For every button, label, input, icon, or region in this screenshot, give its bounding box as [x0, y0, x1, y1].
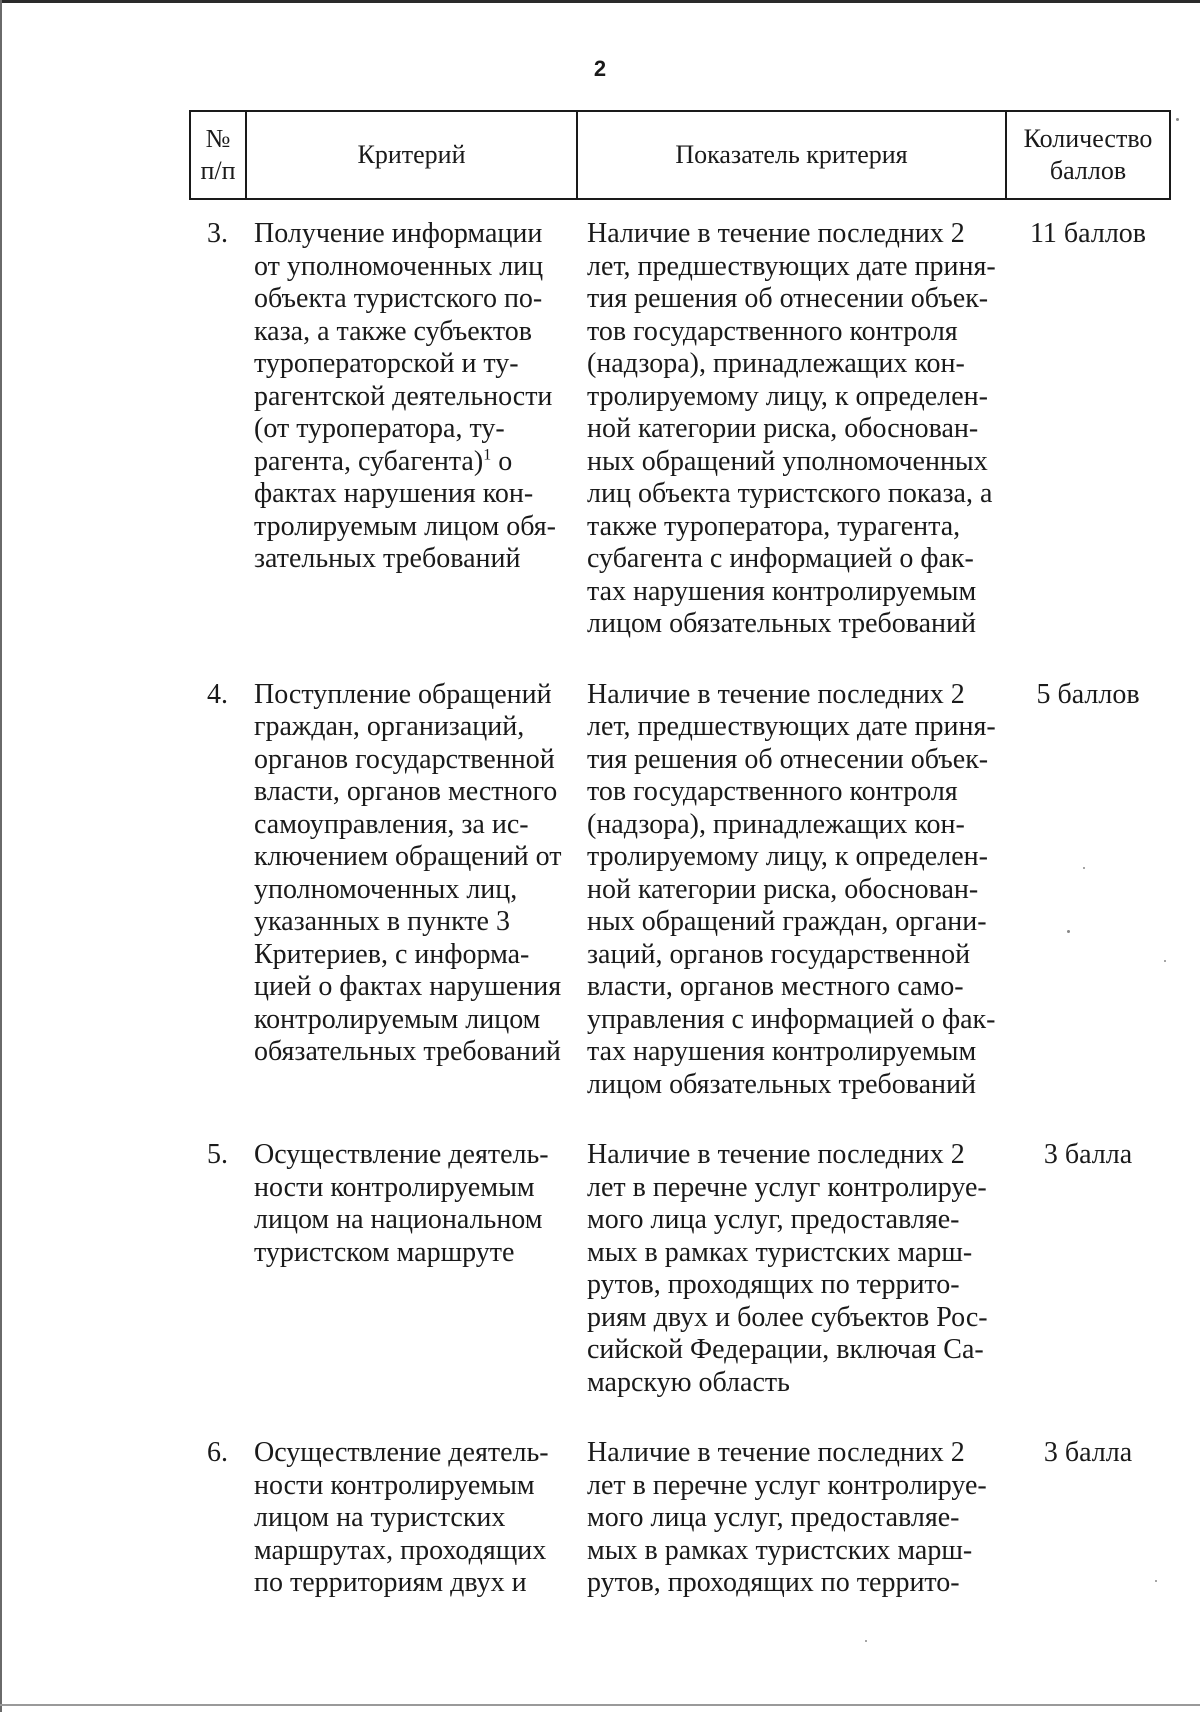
- indicator-line: также туроператора, турагента,: [587, 510, 961, 542]
- criterion-line: (от туроператора, ту-: [254, 413, 505, 444]
- indicator-cell: [577, 1437, 1006, 1638]
- criterion-line: указанных в пункте 3: [254, 906, 510, 937]
- criterion-line: ности контролируемым: [254, 1469, 535, 1501]
- indicator-line: власти, органов местного само-: [587, 971, 964, 1002]
- indicator-line: ной категории риска, обоснован-: [587, 873, 979, 905]
- scan-edge-bottom: [0, 1704, 1200, 1706]
- criterion-fn-after: о: [491, 445, 513, 477]
- criterion-line: власти, органов местного: [254, 776, 558, 807]
- header-number: [190, 111, 246, 199]
- table-row: [190, 199, 1170, 679]
- criterion-line: каза, а также субъектов: [254, 315, 533, 347]
- header-indicator: Показатель критерия: [577, 111, 1006, 199]
- indicator-line: тролируемому лицу, к определен-: [587, 841, 988, 872]
- criterion-line: Поступление обращений: [254, 678, 552, 710]
- indicator-line: тов государственного контроля: [587, 776, 958, 807]
- indicator-line: марскую область: [587, 1366, 790, 1398]
- header-points: [1006, 111, 1170, 199]
- criterion-line: граждан, организаций,: [254, 711, 525, 742]
- header-points-line: Количество: [1023, 124, 1153, 153]
- table-header: [190, 111, 1170, 199]
- points-cell: 5 баллов: [1036, 678, 1140, 710]
- indicator-line: Наличие в течение последних 2: [587, 1139, 965, 1170]
- criterion-line: лицом на национальном: [254, 1204, 543, 1235]
- indicator-line: (надзора), принадлежащих кон-: [587, 808, 965, 840]
- criterion-cell: [246, 679, 577, 1140]
- indicator-line: ных обращений граждан, органи-: [587, 906, 987, 937]
- criterion-line: цией о фактах нарушения: [254, 971, 562, 1002]
- criterion-line: по территориям двух и: [254, 1567, 527, 1598]
- scan-speck: [1067, 930, 1070, 933]
- row-number: 5.: [207, 1139, 228, 1170]
- indicator-line: риям двух и более субъектов Рос-: [587, 1301, 988, 1333]
- scan-speck: [865, 1640, 867, 1642]
- indicator-line: тия решения об отнесении объек-: [587, 283, 989, 314]
- criterion-line: Осуществление деятель-: [254, 1437, 549, 1468]
- scan-edge-top: [0, 0, 1200, 3]
- table-row: [190, 1437, 1170, 1638]
- indicator-cell: [577, 1139, 1006, 1437]
- indicator-line: тах нарушения контролируемым: [587, 575, 977, 607]
- indicator-line: ных обращений уполномоченных: [587, 445, 988, 477]
- scan-speck: [1176, 118, 1179, 121]
- points-cell: 3 балла: [1043, 1437, 1133, 1468]
- footnote-mark: 1: [483, 446, 492, 464]
- indicator-line: субагента с информацией о фак-: [587, 543, 974, 574]
- indicator-line: заций, органов государственной: [587, 938, 971, 970]
- criteria-table: [189, 110, 1171, 1638]
- indicator-line: Наличие в течение последних 2: [587, 678, 965, 710]
- criterion-line: Осуществление деятель-: [254, 1139, 549, 1170]
- row-number: 4.: [207, 678, 228, 710]
- indicator-cell: [577, 199, 1006, 679]
- criterion-line: обязательных требований: [254, 1036, 561, 1067]
- criterion-fn-before: рагента, субагента): [254, 445, 484, 477]
- indicator-line: лет, предшествующих дате приня-: [587, 711, 996, 742]
- indicator-line: тия решения об отнесении объек-: [587, 743, 989, 775]
- header-number-line: №: [205, 124, 231, 153]
- indicator-line: лиц объекта туристского показа, а: [587, 478, 993, 509]
- criterion-line: лицом на туристских: [254, 1502, 506, 1533]
- criterion-line: контролируемым лицом: [254, 1003, 541, 1035]
- scan-speck: [1083, 867, 1085, 869]
- criterion-line-footnote: [254, 446, 573, 479]
- criterion-cell: [246, 199, 577, 679]
- indicator-line: тах нарушения контролируемым: [587, 1036, 977, 1067]
- row-number: 6.: [207, 1437, 228, 1468]
- header-points-line: баллов: [1049, 156, 1127, 185]
- indicator-line: (надзора), принадлежащих кон-: [587, 348, 965, 379]
- criterion-line: Критериев, с информа-: [254, 938, 530, 970]
- criterion-cell: [246, 1139, 577, 1437]
- indicator-line: сийской Федерации, включая Са-: [587, 1334, 984, 1365]
- criterion-line: рагентской деятельности: [254, 380, 553, 412]
- indicator-line: лицом обязательных требований: [587, 1068, 977, 1100]
- criterion-line: объекта туристского по-: [254, 283, 543, 314]
- indicator-line: лет в перечне услуг контролируе-: [587, 1171, 987, 1203]
- scan-speck: [1164, 960, 1166, 962]
- scan-edge-left: [0, 0, 2, 1712]
- indicator-line: мых в рамках туристских марш-: [587, 1534, 973, 1566]
- header-criterion: Критерий: [246, 111, 577, 199]
- criterion-line: от уполномоченных лиц: [254, 250, 544, 282]
- points-cell: 3 балла: [1043, 1139, 1133, 1170]
- indicator-line: рутов, проходящих по террито-: [587, 1269, 960, 1300]
- criterion-line: Получение информации: [254, 218, 543, 249]
- scan-speck: [1155, 1580, 1157, 1582]
- criterion-line: туристском маршруте: [254, 1236, 515, 1268]
- criterion-line: зательных требований: [254, 543, 521, 574]
- criterion-line: самоуправления, за ис-: [254, 808, 529, 840]
- indicator-line: Наличие в течение последних 2: [587, 218, 965, 249]
- criterion-line: маршрутах, проходящих: [254, 1534, 547, 1566]
- indicator-cell: [577, 679, 1006, 1140]
- criterion-line: фактах нарушения кон-: [254, 478, 534, 509]
- criterion-line: туроператорской и ту-: [254, 348, 519, 379]
- criterion-line: ности контролируемым: [254, 1171, 535, 1203]
- criterion-line: уполномоченных лиц,: [254, 873, 518, 905]
- indicator-line: мого лица услуг, предоставляе-: [587, 1502, 960, 1533]
- criterion-cell: [246, 1437, 577, 1638]
- header-number-line: п/п: [200, 156, 236, 185]
- indicator-line: тролируемому лицу, к определен-: [587, 380, 988, 412]
- table-row: [190, 679, 1170, 1140]
- indicator-line: мого лица услуг, предоставляе-: [587, 1204, 960, 1235]
- indicator-line: рутов, проходящих по террито-: [587, 1567, 960, 1598]
- points-cell: 11 баллов: [1029, 218, 1147, 249]
- table-row: [190, 1139, 1170, 1437]
- indicator-line: Наличие в течение последних 2: [587, 1437, 965, 1468]
- row-number: 3.: [207, 218, 228, 249]
- criterion-line: ключением обращений от: [254, 841, 562, 872]
- indicator-line: управления с информацией о фак-: [587, 1003, 996, 1035]
- indicator-line: ной категории риска, обоснован-: [587, 413, 979, 444]
- indicator-line: лет в перечне услуг контролируе-: [587, 1469, 987, 1501]
- indicator-line: лет, предшествующих дате приня-: [587, 250, 996, 282]
- criterion-line: тролируемым лицом обя-: [254, 510, 556, 542]
- indicator-line: тов государственного контроля: [587, 315, 958, 347]
- indicator-line: лицом обязательных требований: [587, 608, 977, 639]
- criterion-line: органов государственной: [254, 743, 555, 775]
- indicator-line: мых в рамках туристских марш-: [587, 1236, 973, 1268]
- page-number: 2: [593, 56, 607, 81]
